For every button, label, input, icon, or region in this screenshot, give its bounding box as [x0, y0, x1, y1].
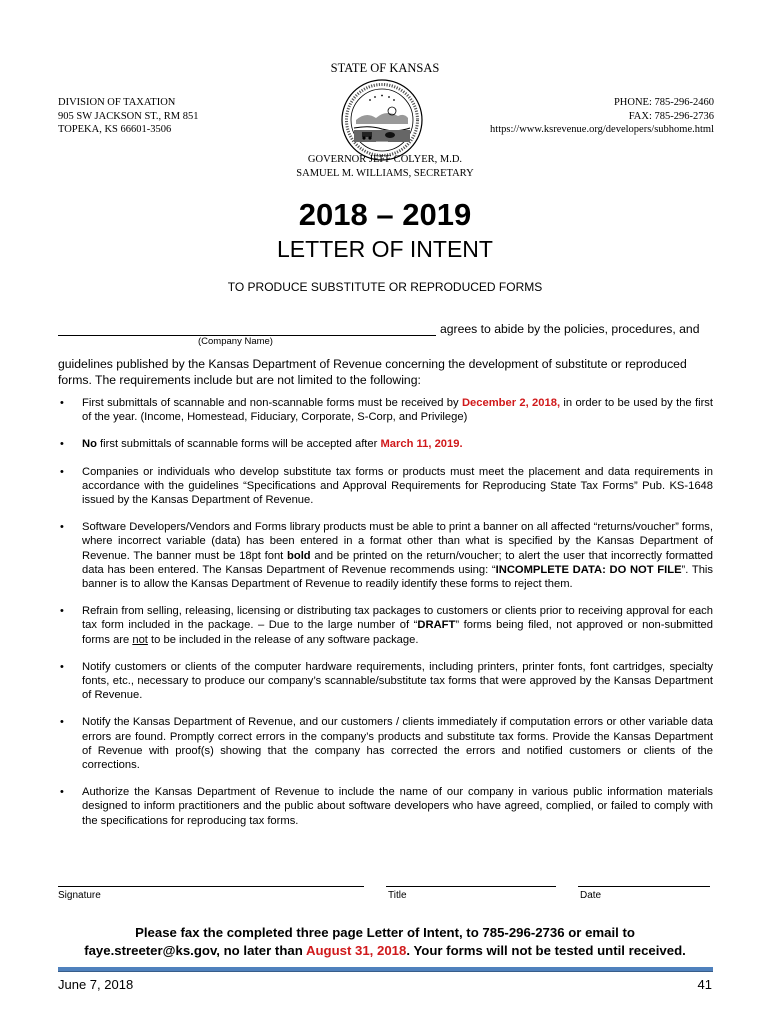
requirement-text: Refrain from selling, releasing, licensing or distributing tax packages to customers or clients prior to receiving approval for each tax form included in the package. – Due to the large number of “ [82, 605, 713, 632]
company-name-label: (Company Name) [198, 336, 273, 347]
phone-text: PHONE: 785-296-2460 [613, 97, 714, 108]
address-line: TOPEKA, KS 66601-3506 [58, 124, 172, 135]
requirement-item [58, 465, 713, 508]
title-field[interactable] [386, 886, 556, 887]
requirement-text: Notify customers or clients of the computer hardware requirements, including printers, printer fonts, font cartridges, specialty fonts, etc., necessary to produce our company’s scannable/substitute tax forms that were approved by the Kansas Department of Revenue. [82, 660, 713, 702]
footer-divider [58, 967, 713, 972]
website-link[interactable]: https://www.ksrevenue.org/developers/subhome.html [490, 124, 714, 135]
intro-paragraph: guidelines published by the Kansas Department of Revenue concerning the development of substitute or reproduced forms. The requirements include but are not limited to the following: [58, 357, 687, 387]
requirement-text: Companies or individuals who develop substitute tax forms or products must meet the placement and data requirements in accordance with the guidelines “Specifications and Approval Requirements for Reproducing State Tax Forms” Pub. KS-1648 issued by the Kansas Department of Revenue. [82, 465, 713, 507]
requirement-text: in order to be used by the first of the year. (Income, Homestead, Fiduciary, Corporate, S-Corp, and Privilege) [82, 397, 713, 424]
testing-note: . Your forms will not be tested until received. [406, 943, 686, 958]
instructions-line-1: Please fax the completed three page Letter of Intent, to 785-296-2736 or email to [135, 925, 635, 940]
bullet-icon: • [60, 521, 64, 534]
requirement-text: ” forms being filed, not approved or non-submitted forms are [82, 619, 713, 646]
requirement-text: first submittals of scannable forms will be accepted after [96, 438, 381, 451]
kansas-state-seal [340, 78, 424, 162]
title-label: Title [388, 890, 407, 901]
requirement-text: Notify the Kansas Department of Revenue, and our customers / clients immediately if computation errors or other variable data errors are found. Promptly correct errors in the company’s products and substitute tax forms. Provide the Kansas Department of Revenue with proof(s) showing that the company has corrected the errors and notified customers or clients of the corrections. [82, 716, 713, 772]
footer-date: June 7, 2018 [58, 977, 134, 992]
bullet-icon: • [60, 716, 64, 729]
requirement-item [58, 785, 713, 828]
bullet-icon: • [60, 465, 64, 478]
bullet-icon: • [60, 438, 64, 451]
bullet-icon: • [60, 786, 64, 799]
address-line: DIVISION OF TAXATION [58, 97, 176, 108]
date-label: Date [580, 890, 602, 901]
contact-info [490, 96, 714, 137]
requirement-text: to be included in the release of any software package. [147, 633, 419, 646]
governor-name: GOVERNOR JEFF COLYER, M.D. [307, 154, 463, 165]
requirement-text: not [132, 633, 148, 646]
state-heading: STATE OF KANSAS [330, 61, 440, 75]
instructions-line-2 [0, 942, 770, 960]
bullet-icon: • [60, 605, 64, 618]
requirement-item [58, 715, 713, 772]
requirement-text: Authorize the Kansas Department of Revenue to include the name of our company in various public information materials designed to inform practitioners and the public about software developers who have agreed, complied, or failed to comply with the specifications for reproducing tax forms. [82, 786, 713, 827]
requirement-item [58, 437, 713, 451]
division-address [58, 96, 199, 137]
requirement-text: March 11, 2019. [380, 438, 463, 451]
address-line: 905 SW JACKSON ST., RM 851 [58, 110, 199, 122]
requirement-text: INCOMPLETE DATA: DO NOT FILE [495, 563, 682, 576]
submission-instructions [0, 924, 770, 960]
requirement-item [58, 396, 713, 424]
requirement-item [58, 520, 713, 591]
deadline-date: August 31, 2018 [305, 943, 407, 958]
requirement-text: Software Developers/Vendors and Forms library products must be able to print a banner on all affected “returns/voucher” forms, where incorrect variable (data) has been entered in a format other than what is specified by the Kansas Department of Revenue. The banner must be 18pt font [82, 521, 713, 562]
requirement-text: First submittals of scannable and non-scannable forms must be received by [82, 397, 462, 409]
page-title: LETTER OF INTENT [277, 236, 493, 262]
bullet-icon: • [60, 397, 64, 409]
requirement-text: ”. This banner is to allow the Kansas Department of Revenue to readily identify these forms to reject them. [82, 563, 713, 591]
requirement-item [58, 604, 713, 647]
signature-field[interactable] [58, 886, 364, 887]
requirement-text: No [82, 438, 97, 451]
officials-block [0, 153, 770, 180]
secretary-name: SAMUEL M. WILLIAMS, SECRETARY [296, 167, 474, 179]
requirement-text: DRAFT [417, 619, 456, 632]
date-field[interactable] [578, 886, 710, 887]
fax-text: FAX: 785-296-2736 [628, 110, 714, 122]
form-years: 2018 – 2019 [298, 197, 472, 232]
requirements-list [58, 396, 713, 841]
requirement-text: and be printed on the return/voucher; to alert the user that incorrectly formatted data has been entered. The Kansas Department of Revenue recommends using: “ [82, 549, 713, 576]
page-number: 41 [697, 977, 712, 992]
email-deadline-text: faye.streeter@ks.gov, no later than [84, 943, 306, 958]
page-subtitle: TO PRODUCE SUBSTITUTE OR REPRODUCED FORMS [227, 280, 543, 294]
bullet-icon: • [60, 660, 64, 673]
agreement-text: agrees to abide by the policies, procedures, and [440, 322, 700, 336]
requirement-item [58, 660, 713, 703]
requirement-text: bold [287, 549, 311, 562]
signature-label: Signature [58, 890, 101, 901]
requirement-text: December 2, 2018, [461, 397, 561, 409]
